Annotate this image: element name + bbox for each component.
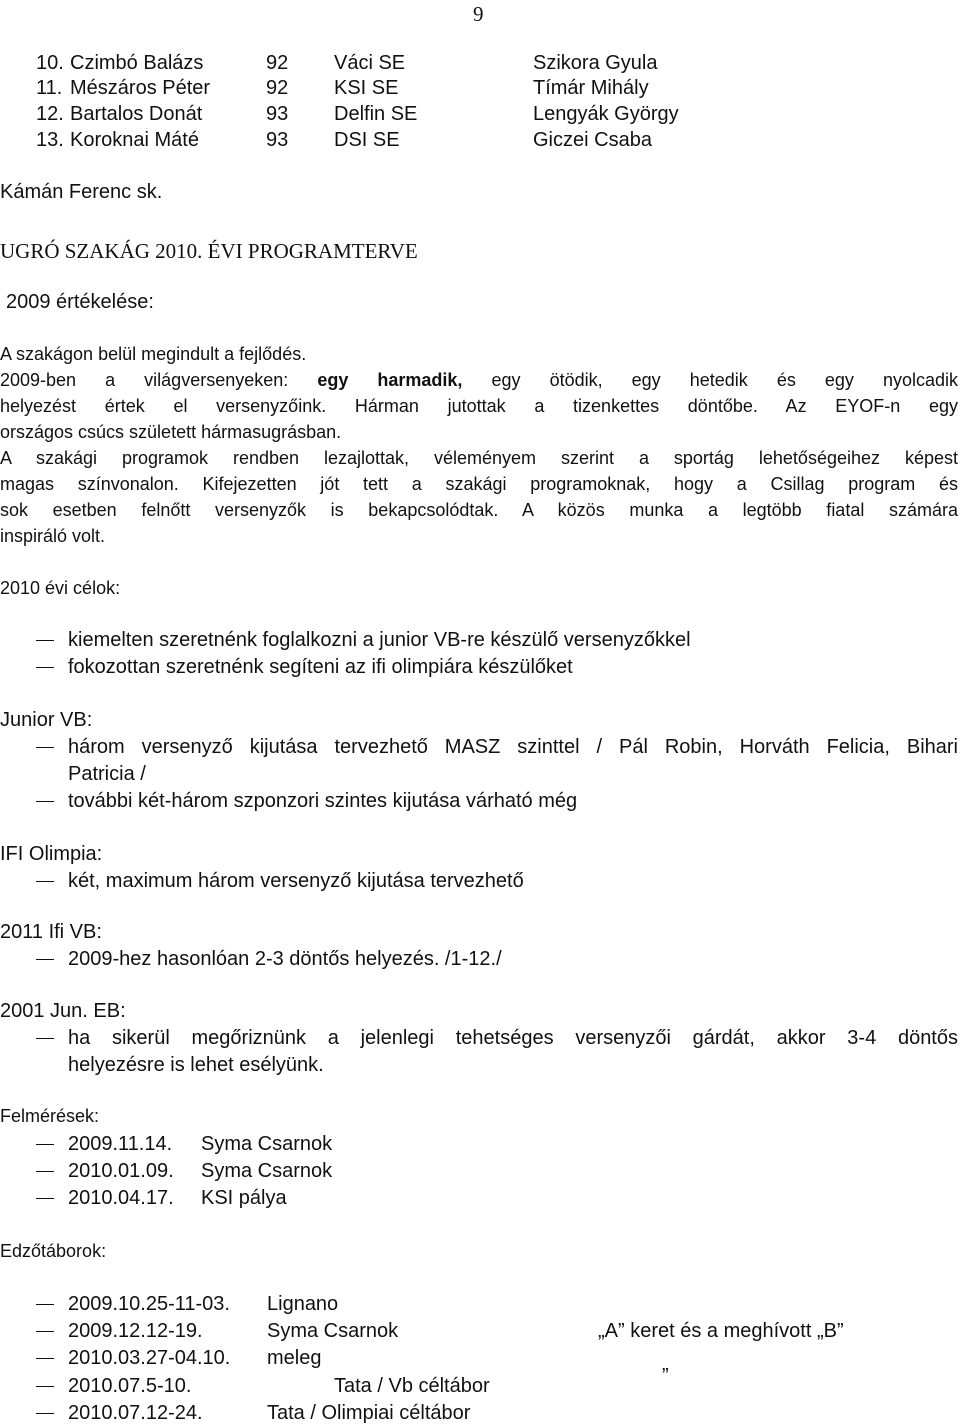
junior-ec-heading: 2001 Jun. EB:: [0, 1000, 126, 1022]
camp-date: 2010.07.12-24.: [68, 1402, 203, 1424]
ifi-olympics-item: két, maximum három versenyző kijutása tervezhető: [68, 870, 524, 892]
ifi-olympics-heading: IFI Olimpia:: [0, 843, 103, 865]
club: Delfin SE: [334, 103, 418, 125]
dash-bullet: [36, 1386, 54, 1387]
birth-year: 93: [266, 129, 289, 151]
assessment-date: 2010.01.09.: [68, 1160, 174, 1182]
athlete-name: Bartalos Donát: [70, 103, 203, 125]
dash-bullet: [36, 801, 54, 802]
dash-bullet: [36, 1413, 54, 1414]
text-line: magas színvonalon. Kifejezetten jót tett a szakági programoknak, hogy a Csillag program és: [0, 474, 958, 494]
dash-bullet: [36, 1198, 54, 1199]
rank: 13.: [36, 129, 64, 151]
page-number: 9: [473, 2, 484, 26]
dash-bullet: [36, 667, 54, 668]
dash-bullet: [36, 1331, 54, 1332]
coach: Giczei Csaba: [533, 129, 652, 151]
athlete-name: Mészáros Péter: [70, 77, 211, 99]
text-line: sok esetben felnőtt versenyzők is bekapcsolódtak. A közös munka a legtöbb fiatal számára: [0, 500, 958, 520]
birth-year: 93: [266, 103, 289, 125]
dash-bullet: [36, 881, 54, 882]
assessment-date: 2009.11.14.: [68, 1133, 173, 1155]
dash-bullet: [36, 1304, 54, 1305]
junior-item: három versenyző kijutása tervezhető MASZ szinttel / Pál Robin, Horváth Felicia, Bihari: [68, 736, 958, 758]
dash-bullet: [36, 747, 54, 748]
assessments-heading: Felmérések:: [0, 1106, 100, 1126]
assessment-date: 2010.04.17.: [68, 1187, 174, 1209]
dash-bullet: [36, 959, 54, 960]
highlight-text: egy harmadik,: [317, 370, 463, 390]
text-span: egy ötödik, egy hetedik és egy nyolcadik: [491, 370, 958, 390]
junior-ec-item-continued: helyezésre is lehet esélyünk.: [68, 1054, 324, 1076]
camp-place: Tata / Vb céltábor: [334, 1375, 490, 1397]
assessment-place: Syma Csarnok: [201, 1133, 333, 1155]
text-line: [0, 369, 958, 391]
text-line: A szakági programok rendben lezajlottak, véleményem szerint a sportág lehetőségeihez képest: [0, 448, 958, 468]
evaluation-heading: 2009 értékelése:: [6, 291, 154, 313]
camp-note: „: [662, 1353, 669, 1375]
camp-date: 2009.12.12-19.: [68, 1320, 203, 1342]
dash-bullet: [36, 1358, 54, 1359]
camp-date: 2010.03.27-04.10.: [68, 1347, 231, 1369]
camp-place: Lignano: [267, 1293, 339, 1315]
text-line: helyezést értek el versenyzőink. Hárman jutottak a tizenkettes döntőbe. Az EYOF-n egy: [0, 396, 958, 416]
club: KSI SE: [334, 77, 399, 99]
text-line: országos csúcs született hármasugrásban.: [0, 422, 342, 442]
junior-item: további két-három szponzori szintes kijutása várható még: [68, 790, 578, 812]
goals-heading: 2010 évi célok:: [0, 578, 121, 598]
junior-heading: Junior VB:: [0, 709, 93, 731]
junior-ec-item: ha sikerül megőriznünk a jelenlegi tehetséges versenyzői gárdát, akkor 3-4 döntős: [68, 1027, 958, 1049]
birth-year: 92: [266, 52, 289, 74]
assessment-place: KSI pálya: [201, 1187, 287, 1209]
camp-date: 2009.10.25-11-03.: [68, 1293, 230, 1315]
coach: Szikora Gyula: [533, 52, 658, 74]
youth-wc-heading: 2011 Ifi VB:: [0, 921, 102, 943]
club: DSI SE: [334, 129, 400, 151]
athlete-name: Koroknai Máté: [70, 129, 199, 151]
camps-heading: Edzőtáborok:: [0, 1241, 107, 1261]
text-span: 2009-ben a világversenyeken:: [0, 370, 289, 390]
rank: 10.: [36, 52, 64, 74]
club: Váci SE: [334, 52, 406, 74]
dash-bullet: [36, 1171, 54, 1172]
dash-bullet: [36, 1038, 54, 1039]
camp-place: meleg: [267, 1347, 322, 1369]
camp-place: Tata / Olimpiai céltábor: [267, 1402, 471, 1424]
birth-year: 92: [266, 77, 289, 99]
coach: Lengyák György: [533, 103, 679, 125]
rank: 12.: [36, 103, 64, 125]
athlete-name: Czimbó Balázs: [70, 52, 204, 74]
junior-item-continued: Patricia /: [68, 763, 146, 785]
goal-item: fokozottan szeretnénk segíteni az ifi olimpiára készülőket: [68, 656, 573, 678]
youth-wc-item: 2009-hez hasonlóan 2-3 döntős helyezés. /1-12./: [68, 948, 502, 970]
camp-place: Syma Csarnok: [267, 1320, 399, 1342]
text-line: A szakágon belül megindult a fejlődés.: [0, 344, 307, 364]
coach: Tímár Mihály: [533, 77, 649, 99]
text-line: inspiráló volt.: [0, 526, 106, 546]
dash-bullet: [36, 640, 54, 641]
section-title: UGRÓ SZAKÁG 2010. ÉVI PROGRAMTERVE: [0, 239, 418, 263]
assessment-place: Syma Csarnok: [201, 1160, 333, 1182]
rank: 11.: [36, 77, 63, 99]
camp-note: „A” keret és a meghívott „B”: [598, 1320, 844, 1342]
signature: Kámán Ferenc sk.: [0, 181, 163, 203]
camp-date: 2010.07.5-10.: [68, 1375, 192, 1397]
dash-bullet: [36, 1144, 54, 1145]
goal-item: kiemelten szeretnénk foglalkozni a junior VB-re készülő versenyzőkkel: [68, 629, 691, 651]
